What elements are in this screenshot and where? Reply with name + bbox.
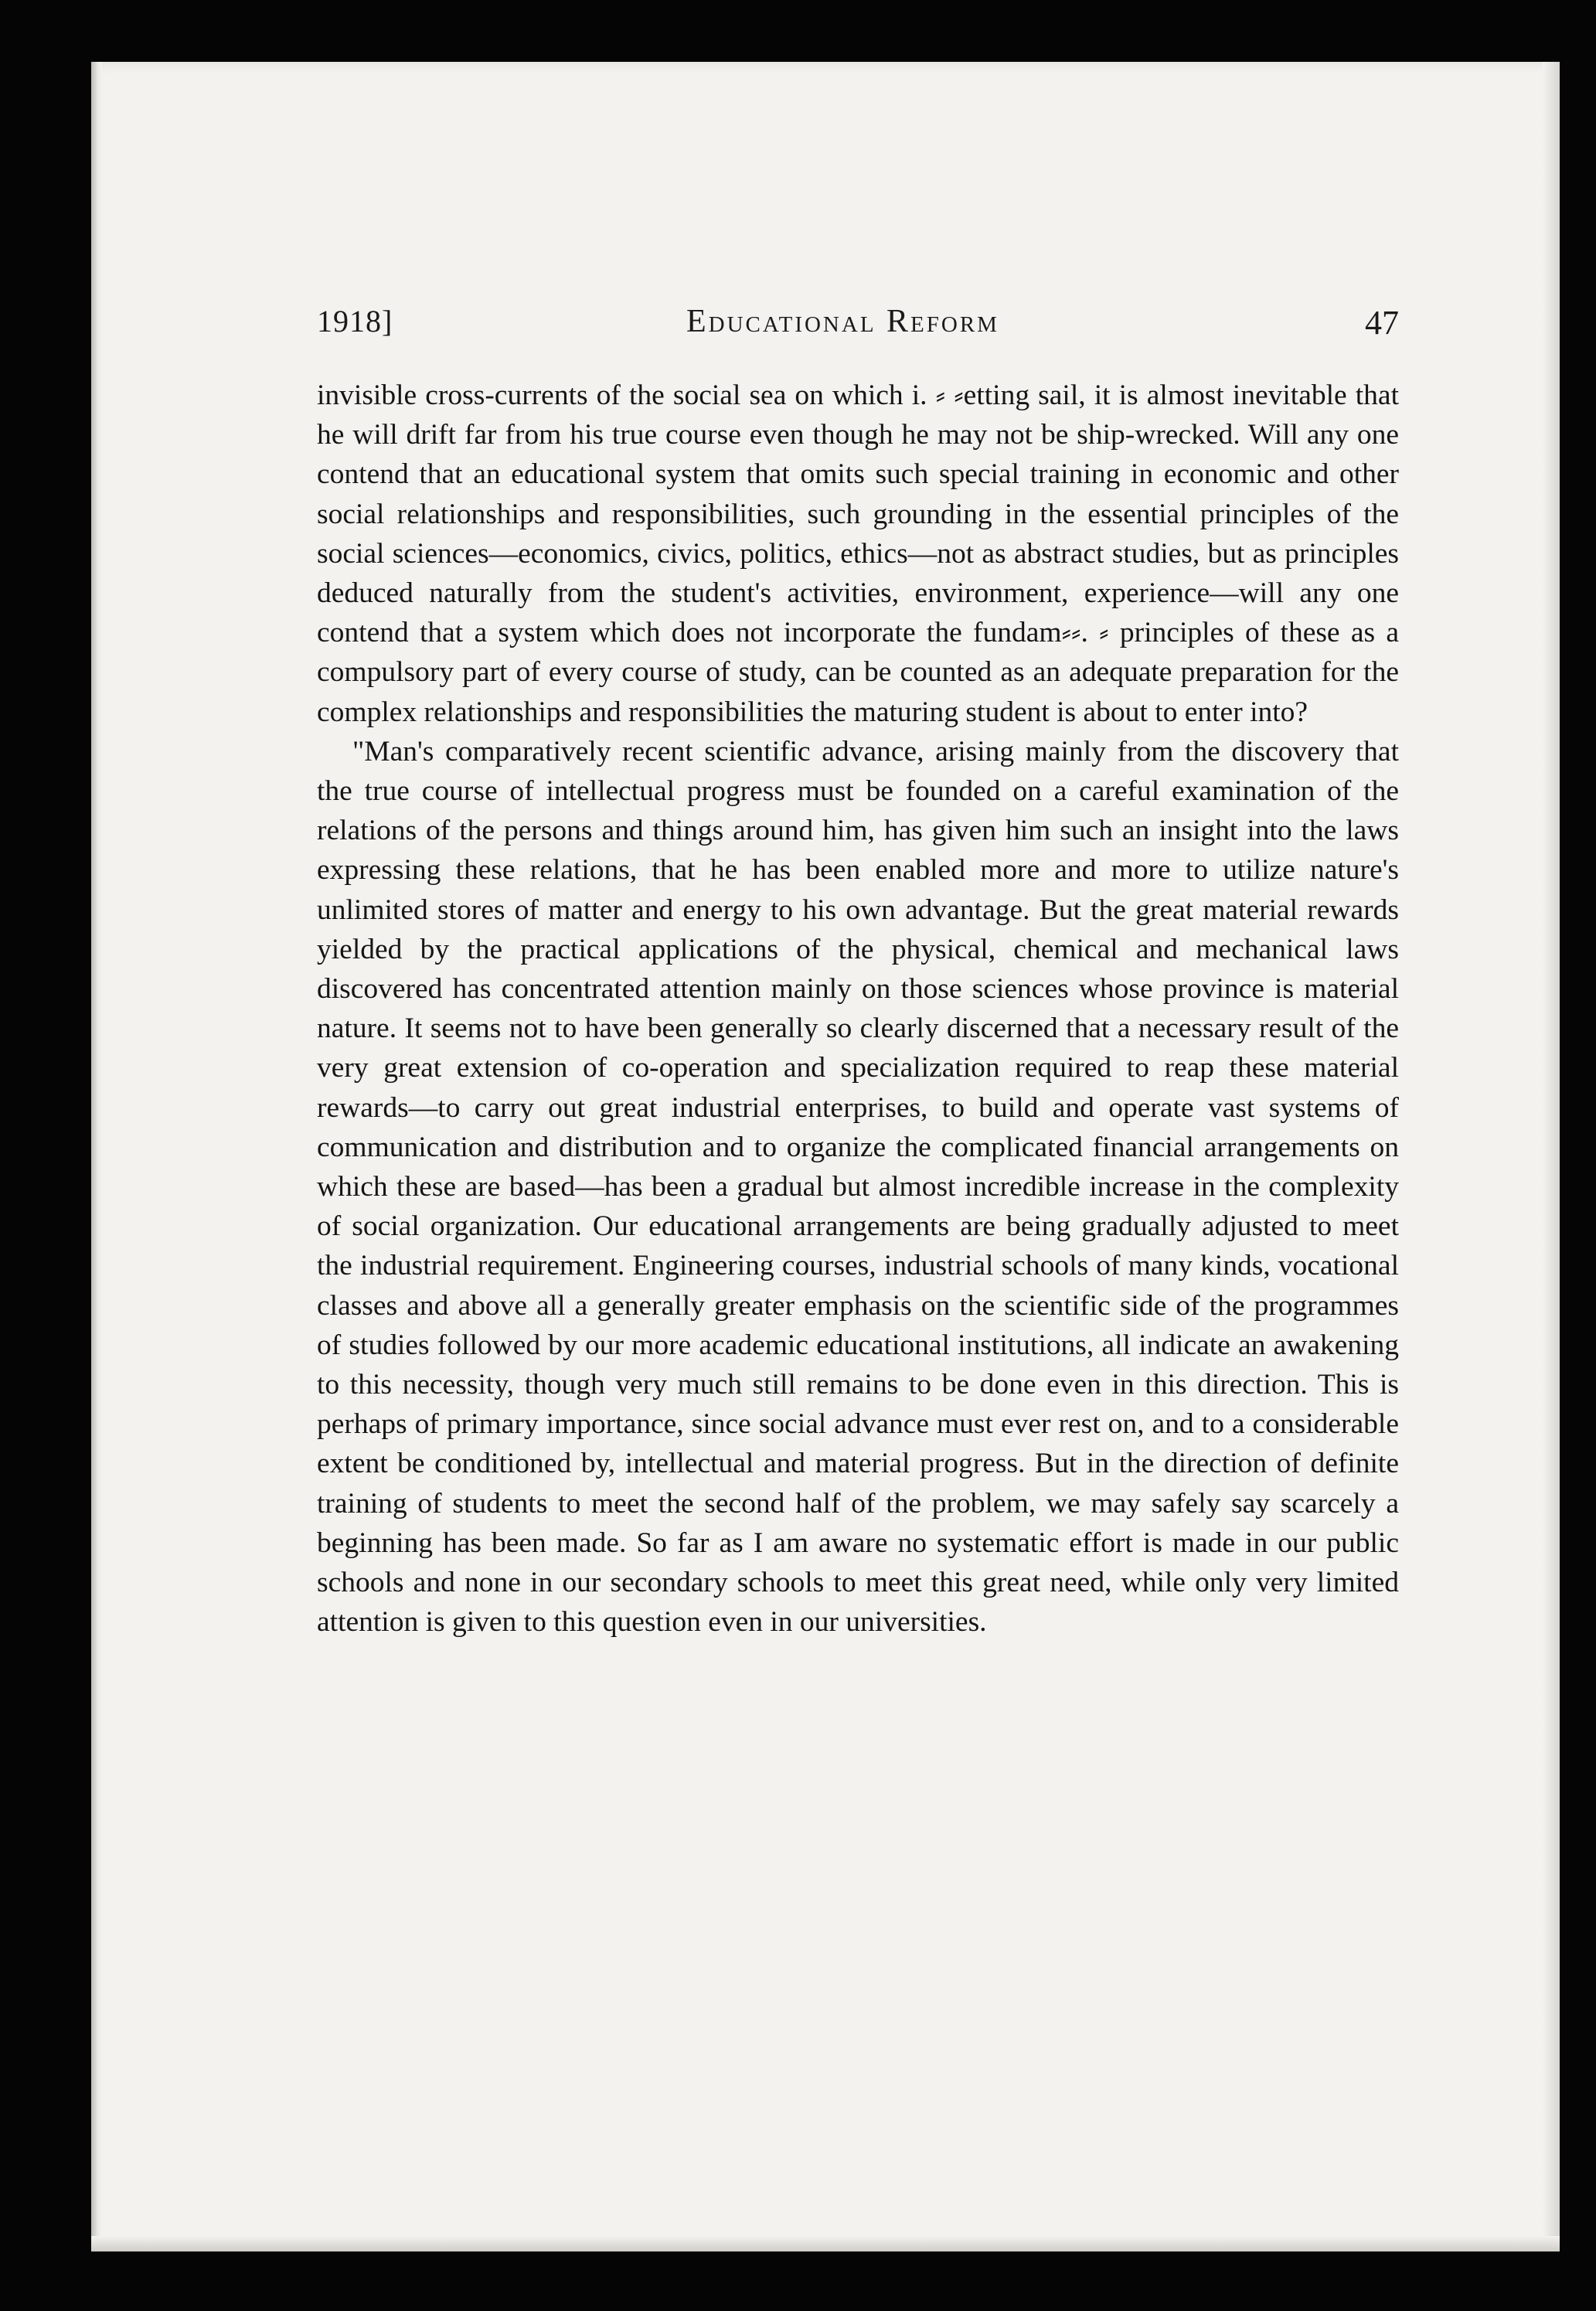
page-number: 47 [1365,304,1399,342]
running-head-title: Educational Reform [686,304,999,339]
running-head [317,294,1399,348]
paragraph-1: invisible cross-currents of the social sea on which i. ⸗ ⸗etting sail, it is almost inevitable that he will drift far from his true course even though he may not be ship-wrecked. Will any one contend that an educational system that omits such special training in economic and other social relationships and responsibilities, such grounding in the essential principles of the social sciences—economics, civics, politics, ethics—not as abstract studies, but as principles deduced naturally from the student's activities, environment, experience—will any one contend that a system which does not incorporate the fundam⸗⸗. ⸗ principles of these as a compulsory part of every course of study, can be counted as an adequate preparation for the complex relationships and responsibilities the maturing student is about to enter into? [317,379,1399,728]
page-bottom-shadow [91,2236,1560,2251]
body-text [317,376,1399,1642]
page-edge-shadow [1543,62,1560,2251]
running-head-year: 1918] [317,304,393,339]
page-gutter-shadow [91,62,102,2251]
paragraph-2: "Man's comparatively recent scientific advance, arising mainly from the discovery that the true course of intellectual progress must be founded on a careful examination of the relations of the persons and things around him, has given him such an insight into the laws expressing these relations, that he has been enabled more and more to utilize nature's unlimited stores of matter and energy to his own advantage. But the great material rewards yielded by the practical applications of the physical, chemical and mechanical laws discovered has concentrated attention mainly on those sciences whose province is material nature. It seems not to have been generally so clearly discerned that a necessary result of the very great extension of co-operation and specialization required to reap these material rewards—to carry out great industrial enterprises, to build and operate vast systems of communication and distribution and to organize the complicated financial arrangements on which these are based—has been a gradual but almost incredible increase in the complexity of social organization. Our educational arrangements are being gradually adjusted to meet the industrial requirement. Engineering courses, industrial schools of many kinds, vocational classes and above all a generally greater emphasis on the scientific side of the programmes of studies followed by our more academic educational institutions, all indicate an awakening to this necessity, though very much still remains to be done even in this direction. This is perhaps of primary importance, since social advance must ever rest on, and to a considerable extent be conditioned by, intellectual and material progress. But in the direction of definite training of students to meet the second half of the problem, we may safely say scarcely a beginning has been made. So far as I am aware no systematic effort is made in our public schools and none in our secondary schools to meet this great need, while only very limited attention is given to this question even in our universities. [317,735,1399,1639]
